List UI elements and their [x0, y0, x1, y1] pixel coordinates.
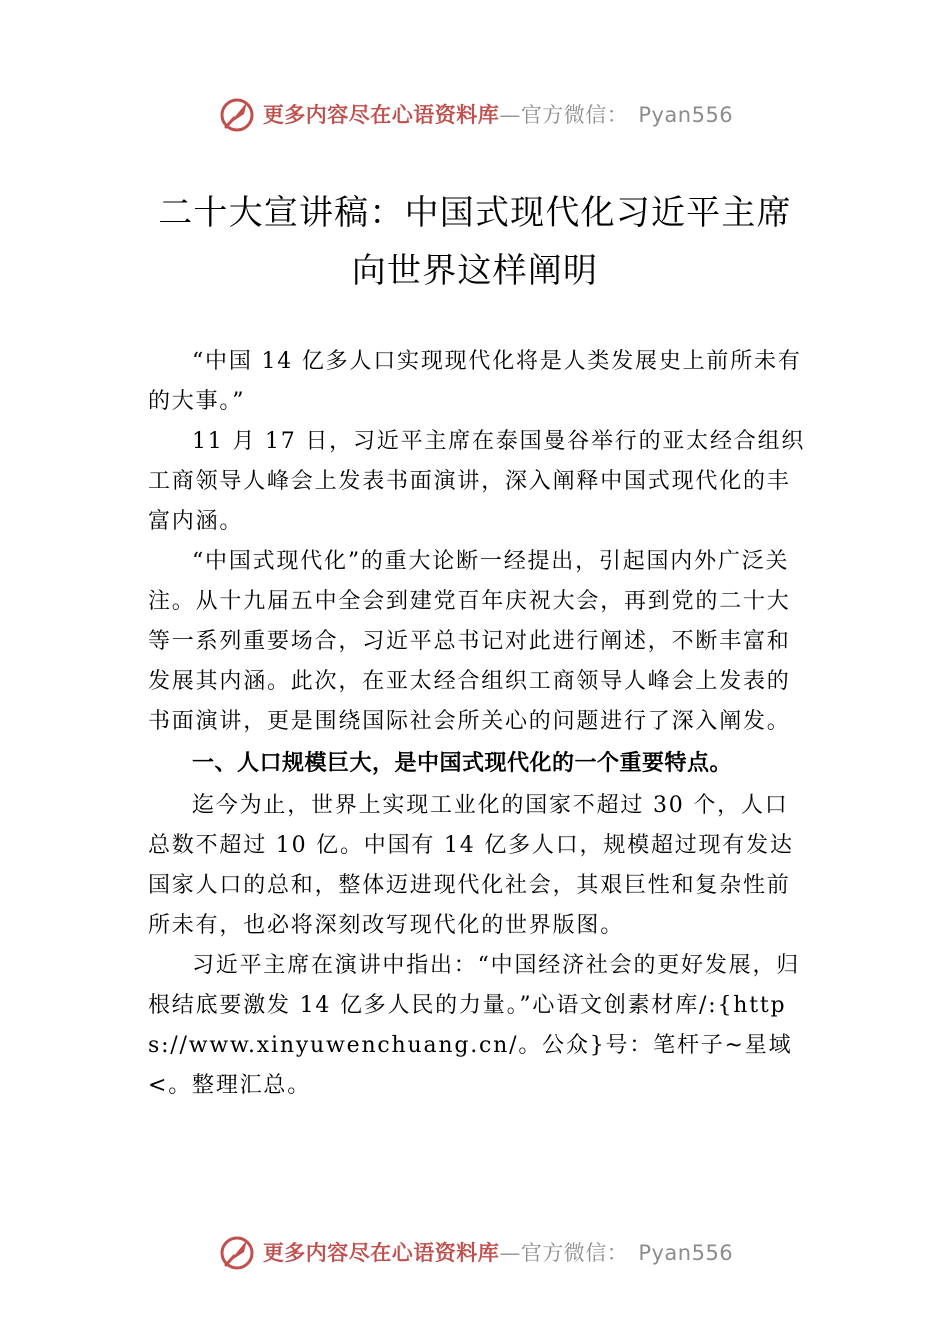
document-body — [148, 342, 808, 1106]
header-watermark — [0, 94, 950, 134]
watermark-wechat-label: 官方微信： — [520, 103, 629, 127]
quill-seal-icon — [217, 1232, 257, 1272]
watermark-main-text: 更多内容尽在心语资料库 — [262, 1240, 500, 1265]
paragraph: “中国 14 亿多人口实现现代化将是人类发展史上前所未有的大事。” — [148, 349, 802, 414]
watermark-separator: — — [499, 103, 521, 127]
paragraph: 11 月 17 日，习近平主席在泰国曼谷举行的亚太经合组织工商领导人峰会上发表书面演讲，深入阐释中国式现代化的丰富内涵。 — [148, 429, 806, 534]
paragraph: 迄今为止，世界上实现工业化的国家不超过 30 个，人口总数不超过 10 亿。中国有 14 亿多人口，规模超过现有发达国家人口的总和，整体迈进现代化社会，其艰巨性和复杂性前所未有，也必将深刻改写现代化的世界版图。 — [148, 793, 794, 938]
watermark-wechat-id: Pyan556 — [638, 103, 734, 127]
watermark-wechat-label: 官方微信： — [520, 1241, 629, 1265]
watermark-main-text: 更多内容尽在心语资料库 — [262, 102, 500, 127]
title-line-2: 向世界这样阐明 — [351, 251, 599, 291]
title-line-1: 二十大宣讲稿：中国式现代化习近平主席 — [158, 193, 792, 233]
footer-watermark — [0, 1232, 950, 1272]
watermark-separator: — — [499, 1241, 521, 1265]
paragraph: “中国式现代化”的重大论断一经提出，引起国内外广泛关注。从十九届五中全会到建党百年庆祝大会，再到党的二十大等一系列重要场合，习近平总书记对此进行阐述，不断丰富和发展其内涵。此次，在亚太经合组织工商领导人峰会上发表的书面演讲，更是围绕国际社会所关心的问题进行了深入阐发。 — [148, 549, 791, 734]
watermark-wechat-id: Pyan556 — [638, 1241, 734, 1265]
section-heading: 一、人口规模巨大，是中国式现代化的一个重要特点。 — [192, 751, 733, 776]
document-title — [140, 184, 810, 300]
quill-seal-icon — [217, 94, 257, 134]
paragraph: 习近平主席在演讲中指出：“中国经济社会的更好发展，归根结底要激发 14 亿多人民的力量。”心语文创素材库/:{https://www.xinyuwenchuang.cn/。公众}号：笔杆子~星域<。整理汇总。 — [148, 953, 801, 1098]
